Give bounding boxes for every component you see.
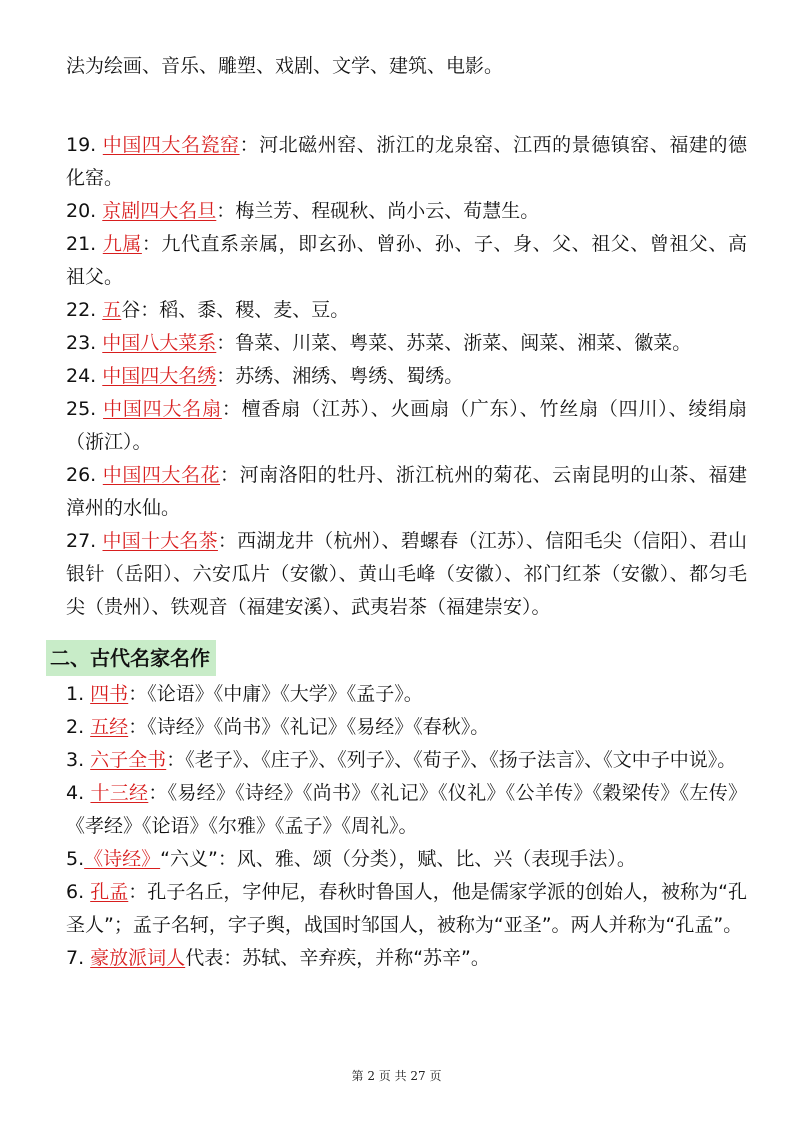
intro-paragraph: 法为绘画、音乐、雕塑、戏剧、文学、建筑、电影。 <box>66 55 504 77</box>
page-footer: 第 2 页 共 27 页 <box>351 1069 442 1083</box>
item-keyword: 京剧四大名旦 <box>102 200 217 222</box>
list-item <box>0 942 793 975</box>
item-keyword: 五 <box>102 299 122 321</box>
item-number: 5. <box>66 848 85 870</box>
item-text: ：《论语》《中庸》《大学》《孟子》。 <box>128 683 423 705</box>
item-keyword: 中国四大名瓷窑 <box>102 134 240 156</box>
item-number: 23. <box>66 332 103 354</box>
section-heading: 二、古代名家名作 <box>46 640 216 676</box>
item-keyword: 中国四大名扇 <box>103 398 222 420</box>
list-item <box>0 228 793 294</box>
list-item <box>0 777 793 843</box>
item-text: ：河南洛阳的牡丹、浙江杭州的菊花、云南昆明的山茶、福建漳州的水仙。 <box>66 464 747 519</box>
item-keyword: 孔孟 <box>90 881 129 903</box>
list-item <box>0 360 793 393</box>
section-heading-wrap <box>0 640 793 676</box>
item-text: ：《诗经》《尚书》《礼记》《易经》《春秋》。 <box>128 716 490 738</box>
item-number: 25. <box>66 398 104 420</box>
item-text: ：檀香扇（江苏）、火画扇（广东）、竹丝扇（四川）、绫绢扇（浙江）。 <box>66 398 747 453</box>
spacer <box>0 83 793 129</box>
item-text: ：孔子名丘，字仲尼，春秋时鲁国人，他是儒家学派的创始人，被称为“孔圣人”；孟子名轲，字子舆，战国时邹国人，被称为“亚圣”。两人并称为“孔孟”。 <box>66 881 747 936</box>
item-text: ：鲁菜、川菜、粤菜、苏菜、浙菜、闽菜、湘菜、徽菜。 <box>216 332 692 354</box>
item-text: 代表：苏轼、辛弃疾，并称“苏辛”。 <box>185 947 490 969</box>
list-item <box>0 744 793 777</box>
list-item <box>0 843 793 876</box>
item-text: “六义”：风、雅、颂（分类），赋、比、兴（表现手法）。 <box>160 848 636 870</box>
list-item <box>0 393 793 459</box>
item-keyword: 豪放派词人 <box>90 947 186 969</box>
item-keyword: 六子全书 <box>90 749 167 771</box>
item-keyword: 中国八大菜系 <box>102 332 217 354</box>
item-keyword: 十三经 <box>90 782 149 804</box>
list-item <box>0 294 793 327</box>
list-item <box>0 711 793 744</box>
item-text: ：《易经》《诗经》《尚书》《礼记》《仪礼》《公羊传》《穀梁传》《左传》《孝经》《论语》《尔雅》《孟子》《周礼》。 <box>66 782 747 837</box>
list-item <box>0 459 793 525</box>
item-number: 22. <box>66 299 103 321</box>
item-number: 2. <box>66 716 91 738</box>
item-number: 6. <box>66 881 91 903</box>
list-item <box>0 129 793 195</box>
item-number: 21. <box>66 233 103 255</box>
item-number: 20. <box>66 200 103 222</box>
item-number: 24. <box>66 365 103 387</box>
item-number: 4. <box>66 782 91 804</box>
item-number: 19. <box>66 134 103 156</box>
list-item <box>0 678 793 711</box>
item-text: ：苏绣、湘绣、粤绣、蜀绣。 <box>216 365 464 387</box>
list-item <box>0 876 793 942</box>
list-item <box>0 195 793 228</box>
item-text: ：九代直系亲属，即玄孙、曾孙、孙、子、身、父、祖父、曾祖父、高祖父。 <box>66 233 747 288</box>
item-text: ：西湖龙井（杭州）、碧螺春（江苏）、信阳毛尖（信阳）、君山银针（岳阳）、六安瓜片（安徽）、黄山毛峰（安徽）、祁门红茶（安徽）、都匀毛尖（贵州）、铁观音（福建安溪）、武夷岩茶（福建崇安）。 <box>66 530 747 618</box>
item-number: 26. <box>66 464 103 486</box>
item-number: 27. <box>66 530 103 552</box>
item-number: 7. <box>66 947 91 969</box>
item-keyword: 九属 <box>102 233 142 255</box>
item-keyword: 五经 <box>90 716 129 738</box>
list-item <box>0 327 793 360</box>
item-keyword: 中国十大名茶 <box>102 530 218 552</box>
item-text: 谷：稻、黍、稷、麦、豆。 <box>121 299 350 321</box>
item-keyword: 四书 <box>90 683 129 705</box>
item-keyword: 中国四大名花 <box>102 464 221 486</box>
item-keyword: 《诗经》 <box>84 848 161 870</box>
list-part-1 <box>0 129 793 624</box>
list-part-2 <box>0 678 793 975</box>
item-keyword: 中国四大名绣 <box>102 365 217 387</box>
item-number: 1. <box>66 683 91 705</box>
item-text: ：河北磁州窑、浙江的龙泉窑、江西的景德镇窑、福建的德化窑。 <box>66 134 747 189</box>
item-number: 3. <box>66 749 91 771</box>
item-text: ：《老子》、《庄子》、《列子》、《荀子》、《扬子法言》、《文中子中说》。 <box>166 749 737 771</box>
item-text: ：梅兰芳、程砚秋、尚小云、荀慧生。 <box>216 200 540 222</box>
list-item <box>0 525 793 624</box>
